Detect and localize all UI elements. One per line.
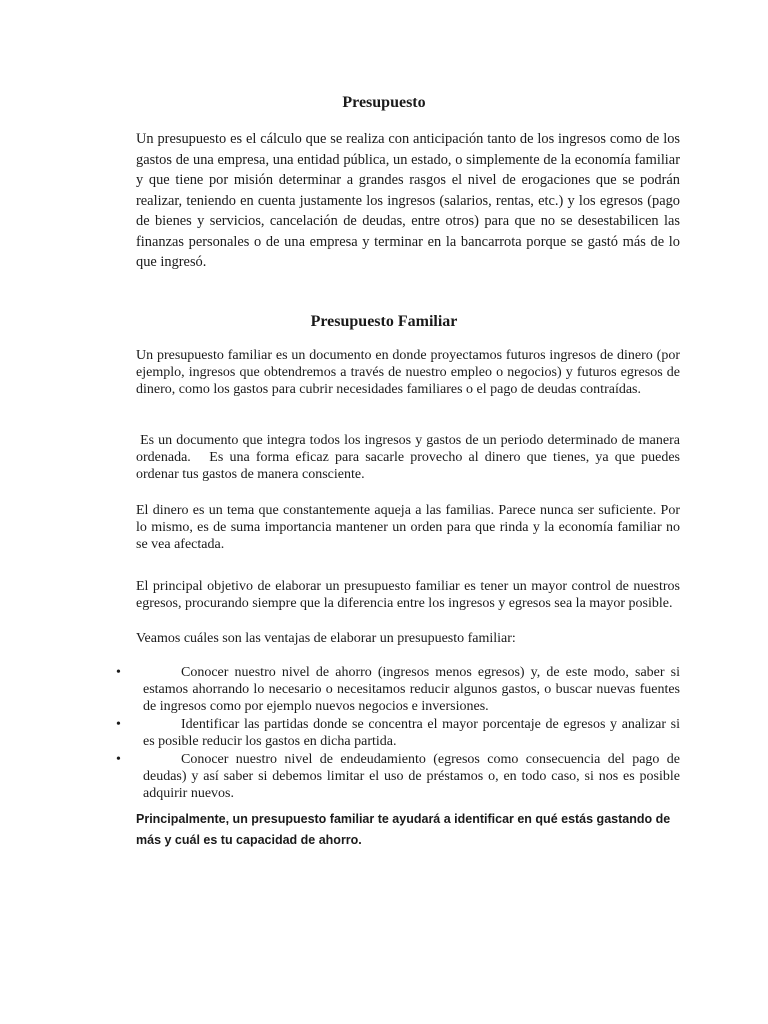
paragraph-family-budget: Un presupuesto familiar es un documento en donde proyectamos futuros ingresos de dinero (por ejemplo, ingresos que obtendremos a través de nuestro empleo o negocios) y futuros egresos de dinero, como los gastos para cubrir necesidades familiares o el pago de deudas contraídas.	[136, 348, 680, 397]
list-item	[116, 664, 680, 715]
bullet-icon: •	[116, 665, 121, 680]
list-item	[116, 716, 680, 750]
paragraph-document-description: Es un documento que integra todos los ingresos y gastos de un periodo determinado de manera ordenada. Es una forma eficaz para sacarle provecho al dinero que tienes, ya que puedes ordenar tus gastos de manera consciente.	[136, 433, 684, 482]
bullet-icon: •	[116, 717, 121, 732]
paragraph-definition: Un presupuesto es el cálculo que se realiza con anticipación tanto de los ingresos como de los gastos de una empresa, una entidad pública, un estado, o simplemente de la economía familiar y que tiene por misión determinar a grandes rasgos el nivel de erogaciones que se podrán realizar, teniendo en cuenta justamente los ingresos (salarios, rentas, etc.) y los egresos (pago de bienes y servicios, cancelación de deudas, entre otros) para que no se desestabilicen las finanzas personales o de una empresa y terminar en la bancarrota porque se gastó más de lo que ingresó.	[136, 131, 680, 270]
list-item-text: Conocer nuestro nivel de endeudamiento (egresos como consecuencia del pago de deudas) y así saber si debemos limitar el uso de préstamos o, en todo caso, si nos es posible adquirir nuevos.	[143, 752, 680, 801]
paragraph-money-topic: El dinero es un tema que constantemente aqueja a las familias. Parece nunca ser suficiente. Por lo mismo, es de suma importancia mantener un orden para que rinda y la economía familiar no se vea afectada.	[136, 503, 680, 552]
paragraph-main-objective: El principal objetivo de elaborar un presupuesto familiar es tener un mayor control de nuestros egresos, procurando siempre que la diferencia entre los ingresos y egresos sea la mayor posible.	[136, 579, 680, 611]
page-title: Presupuesto	[342, 94, 426, 111]
section-title: Presupuesto Familiar	[310, 313, 458, 330]
advantages-list	[116, 664, 680, 803]
paragraph-advantages-intro: Veamos cuáles son las ventajas de elaborar un presupuesto familiar:	[136, 631, 516, 646]
list-item-text: Identificar las partidas donde se concentra el mayor porcentaje de egresos y analizar si es posible reducir los gastos en dicha partida.	[143, 717, 680, 749]
list-item-text: Conocer nuestro nivel de ahorro (ingresos menos egresos) y, de este modo, saber si estamos ahorrando lo necesario o necesitamos reducir algunos gastos, o buscar nuevas fuentes de ingresos como por ejemplo nuevos negocios e inversiones.	[143, 665, 680, 714]
closing-statement: Principalmente, un presupuesto familiar te ayudará a identificar en qué estás gastando de más y cuál es tu capacidad de ahorro.	[136, 812, 671, 847]
bullet-icon: •	[116, 752, 121, 767]
list-item	[116, 751, 680, 802]
